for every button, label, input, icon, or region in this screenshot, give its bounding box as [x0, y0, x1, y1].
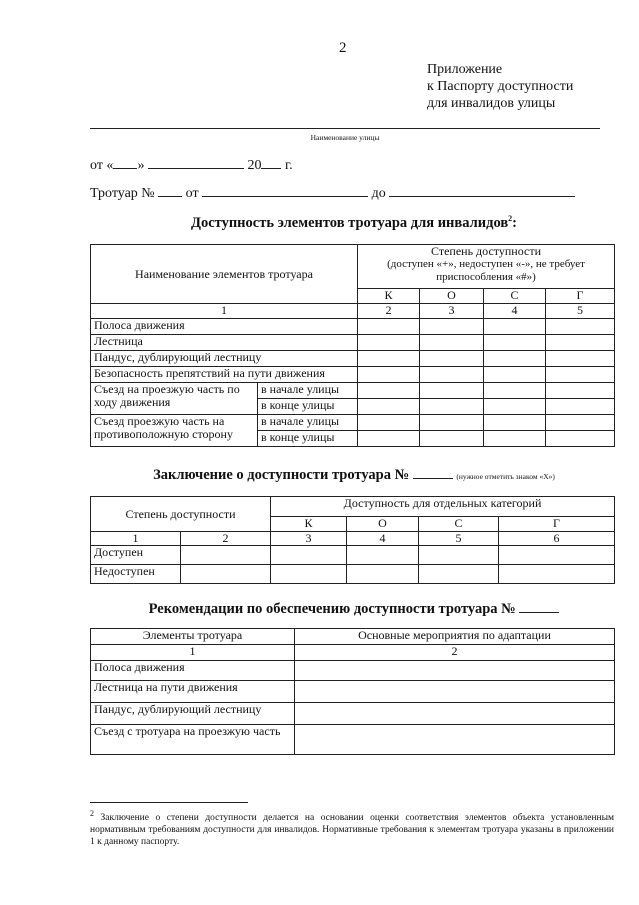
- table-row: [91, 335, 615, 351]
- col-number: 2: [295, 645, 615, 661]
- header-degree: Степень доступности: [91, 497, 271, 532]
- empty-cell[interactable]: [484, 319, 546, 335]
- sidewalk-to-label: до: [371, 186, 386, 201]
- category-o: О: [347, 517, 419, 532]
- row-sublabel: в начале улицы: [258, 415, 358, 431]
- empty-cell[interactable]: [271, 546, 347, 565]
- table-row: [91, 319, 615, 335]
- conclusion-table: [90, 496, 615, 584]
- section3-title: [90, 600, 618, 618]
- day-blank: [113, 156, 137, 169]
- empty-cell[interactable]: [358, 319, 420, 335]
- empty-cell[interactable]: [347, 546, 419, 565]
- category-s: С: [419, 517, 499, 532]
- row-label: Съезд на проезжую часть по ходу движения: [91, 383, 258, 415]
- empty-cell[interactable]: [420, 431, 484, 447]
- empty-cell[interactable]: [484, 415, 546, 431]
- empty-cell[interactable]: [546, 399, 615, 415]
- category-o: О: [420, 289, 484, 304]
- recommendations-table: [90, 628, 615, 755]
- empty-cell[interactable]: [420, 415, 484, 431]
- section1-title: [90, 214, 618, 232]
- col-number: 1: [91, 645, 295, 661]
- month-blank: [148, 156, 244, 169]
- empty-cell[interactable]: [295, 703, 615, 725]
- page-number: 2: [339, 40, 347, 56]
- table-row: [91, 415, 615, 431]
- empty-cell[interactable]: [295, 661, 615, 681]
- date-line: [90, 156, 293, 174]
- col-number: 5: [419, 532, 499, 546]
- category-s: С: [484, 289, 546, 304]
- section2-number-blank: [413, 466, 453, 479]
- header-element-name: Наименование элементов тротуара: [91, 245, 358, 304]
- sidewalk-from-blank: [202, 184, 368, 197]
- section3-number-blank: [519, 600, 559, 613]
- row-sublabel: в конце улицы: [258, 399, 358, 415]
- table-row: [91, 351, 615, 367]
- section3-title-text: Рекомендации по обеспечению доступности тротуара №: [148, 601, 516, 617]
- section2-title-note: (нужное отметить знаком «Х»): [456, 472, 555, 481]
- header-elements: Элементы тротуара: [91, 629, 295, 645]
- category-g: Г: [546, 289, 615, 304]
- row-label: Пандус, дублирующий лестницу: [91, 703, 295, 725]
- col-number: 1: [91, 532, 181, 546]
- header-degree-note: (доступен «+», недоступен «-», не требует приспособления «#»): [387, 258, 585, 283]
- appendix-line-2: к Паспорту доступности: [427, 79, 574, 94]
- empty-cell[interactable]: [419, 565, 499, 584]
- row-sublabel: в конце улицы: [258, 431, 358, 447]
- empty-cell[interactable]: [546, 351, 615, 367]
- empty-cell[interactable]: [484, 399, 546, 415]
- empty-cell[interactable]: [484, 367, 546, 383]
- empty-cell[interactable]: [546, 383, 615, 399]
- table-row: [91, 367, 615, 383]
- table-row: [91, 703, 615, 725]
- empty-cell[interactable]: [295, 725, 615, 755]
- sidewalk-to-blank: [389, 184, 575, 197]
- footnote-text: Заключение о степени доступности делается на основании оценки соответствия элементов объекта установленным нормативным требованиям доступности для инвалидов. Нормативные требования к элементам тротуара указаны в приложении 1 к данному паспорту.: [90, 813, 615, 848]
- empty-cell[interactable]: [420, 383, 484, 399]
- row-label: Полоса движения: [91, 661, 295, 681]
- col-number: 1: [91, 304, 358, 319]
- empty-cell[interactable]: [420, 351, 484, 367]
- appendix-heading: [427, 61, 573, 112]
- empty-cell[interactable]: [358, 335, 420, 351]
- col-number: 5: [546, 304, 615, 319]
- sidewalk-number-label: Тротуар №: [90, 186, 155, 201]
- empty-cell[interactable]: [546, 319, 615, 335]
- empty-cell[interactable]: [181, 565, 271, 584]
- empty-cell[interactable]: [484, 431, 546, 447]
- date-quote-close: »: [137, 158, 145, 173]
- section2-title-text: Заключение о доступности тротуара №: [153, 467, 410, 483]
- header-degree-title: Степень доступности: [431, 244, 542, 258]
- col-number: 4: [347, 532, 419, 546]
- table-row: [91, 383, 615, 399]
- empty-cell[interactable]: [546, 367, 615, 383]
- table-row: [91, 661, 615, 681]
- empty-cell[interactable]: [295, 681, 615, 703]
- col-number: 6: [499, 532, 615, 546]
- col-number: 2: [181, 532, 271, 546]
- header-categories: Доступность для отдельных категорий: [271, 497, 615, 517]
- row-label: Безопасность препятствий на пути движения: [91, 367, 358, 383]
- row-label: Доступен: [91, 546, 181, 565]
- empty-cell[interactable]: [271, 565, 347, 584]
- header-measures: Основные мероприятия по адаптации: [295, 629, 615, 645]
- sidewalk-from-label: от: [185, 186, 199, 201]
- footnote-rule: [90, 802, 248, 803]
- empty-cell[interactable]: [358, 431, 420, 447]
- appendix-line-3: для инвалидов улицы: [427, 96, 556, 111]
- empty-cell[interactable]: [358, 399, 420, 415]
- footnote: [90, 808, 614, 848]
- empty-cell[interactable]: [546, 431, 615, 447]
- empty-cell[interactable]: [358, 415, 420, 431]
- row-label: Лестница на пути движения: [91, 681, 295, 703]
- empty-cell[interactable]: [499, 565, 615, 584]
- section1-title-colon: :: [512, 214, 518, 231]
- accessibility-elements-table: [90, 244, 615, 447]
- empty-cell[interactable]: [358, 367, 420, 383]
- col-number: 2: [358, 304, 420, 319]
- table-row: [91, 565, 615, 584]
- empty-cell[interactable]: [420, 367, 484, 383]
- footnote-mark: 2: [90, 809, 94, 818]
- table-row: [91, 725, 615, 755]
- row-label: Съезд проезжую часть на противоположную сторону: [91, 415, 258, 447]
- row-label: Съезд с тротуара на проезжую часть: [91, 725, 295, 755]
- year-prefix: 20: [247, 158, 262, 173]
- empty-cell[interactable]: [484, 351, 546, 367]
- section2-title: [90, 466, 618, 484]
- empty-cell[interactable]: [347, 565, 419, 584]
- empty-cell[interactable]: [499, 546, 615, 565]
- col-number: 3: [420, 304, 484, 319]
- street-name-caption: Наименование улицы: [310, 133, 380, 142]
- col-number: 3: [271, 532, 347, 546]
- sidewalk-number-blank: [158, 184, 182, 197]
- empty-cell[interactable]: [420, 399, 484, 415]
- footnote-ref: 2: [508, 214, 513, 223]
- date-prefix: от «: [90, 158, 114, 173]
- empty-cell[interactable]: [546, 335, 615, 351]
- category-k: К: [358, 289, 420, 304]
- year-blank: [261, 156, 281, 169]
- empty-cell[interactable]: [358, 383, 420, 399]
- empty-cell[interactable]: [419, 546, 499, 565]
- category-k: К: [271, 517, 347, 532]
- category-g: Г: [499, 517, 615, 532]
- appendix-line-1: Приложение: [427, 62, 503, 77]
- empty-cell[interactable]: [484, 335, 546, 351]
- year-suffix: г.: [284, 158, 293, 173]
- row-label: Лестница: [91, 335, 358, 351]
- col-number: 4: [484, 304, 546, 319]
- empty-cell[interactable]: [420, 335, 484, 351]
- row-label: Недоступен: [91, 565, 181, 584]
- row-label: Полоса движения: [91, 319, 358, 335]
- row-label: Пандус, дублирующий лестницу: [91, 351, 358, 367]
- empty-cell[interactable]: [420, 319, 484, 335]
- section1-title-text: Доступность элементов тротуара для инвалидов: [190, 214, 509, 231]
- header-degree: [358, 245, 615, 289]
- sidewalk-line: [90, 184, 575, 202]
- street-name-line: [90, 128, 600, 129]
- empty-cell[interactable]: [181, 546, 271, 565]
- row-sublabel: в начале улицы: [258, 383, 358, 399]
- table-row: [91, 546, 615, 565]
- empty-cell[interactable]: [358, 351, 420, 367]
- table-row: [91, 681, 615, 703]
- empty-cell[interactable]: [484, 383, 546, 399]
- empty-cell[interactable]: [546, 415, 615, 431]
